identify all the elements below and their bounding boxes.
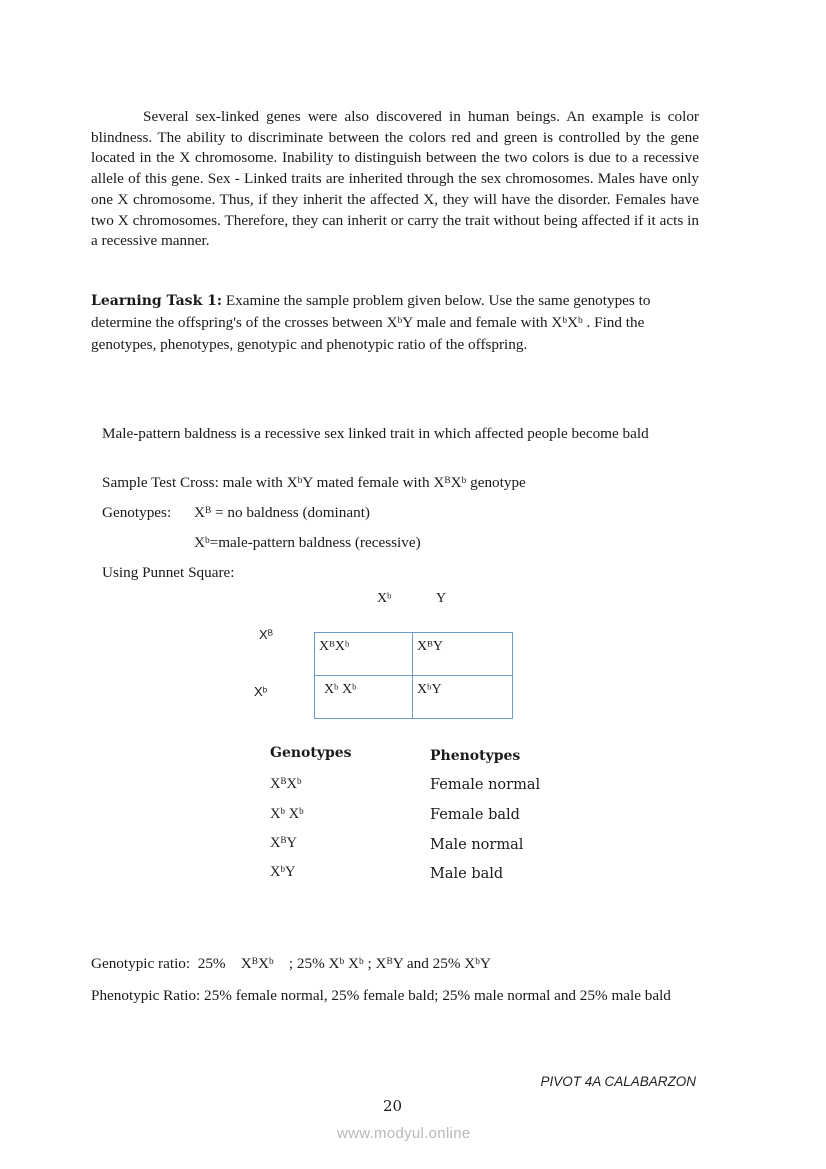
allele: X bbox=[194, 504, 205, 521]
punnett-square bbox=[314, 632, 513, 719]
allele: X bbox=[319, 639, 330, 654]
ratio-text: 25% X bbox=[190, 955, 252, 972]
superscript: B bbox=[280, 835, 287, 846]
cross-text: Sample Test Cross: male with X bbox=[102, 474, 298, 491]
ratio-text: Y bbox=[479, 955, 491, 972]
superscript: b bbox=[358, 957, 364, 968]
genotype-entry bbox=[270, 864, 295, 881]
ratio-text: X bbox=[258, 955, 269, 972]
superscript: b bbox=[562, 316, 568, 327]
superscript: B bbox=[444, 476, 451, 487]
allele: X bbox=[254, 684, 263, 699]
superscript: b bbox=[475, 957, 480, 968]
punnett-row-header bbox=[254, 684, 267, 699]
allele: Y bbox=[436, 591, 447, 606]
superscript: b bbox=[427, 681, 432, 692]
allele: X bbox=[286, 776, 297, 792]
task-text: Y male and female with X bbox=[402, 314, 563, 332]
intro-text: Several sex-linked genes were also discovered in human beings. An example is color blindness. The ability to discriminate between the colors red and green is controlled by the gene located in the X chromosome. Inability to distinguish between the two colors is due to a recessive allele of this gene. Sex - Linked traits are inherited through the sex chromosomes. Males have only one X chromosome. Thus, if they inherit the affected X, they will have the disorder. Females have two X chromosomes. Therefore, they can inherit or carry the trait without being affected if it acts in a recessive manner. bbox=[91, 108, 699, 250]
superscript: b bbox=[268, 957, 274, 968]
allele: Y bbox=[286, 835, 297, 851]
genotypes-label: Genotypes: bbox=[102, 504, 172, 521]
allele: Y bbox=[284, 864, 296, 880]
allele: X bbox=[259, 627, 268, 642]
definition-text: = no baldness (dominant) bbox=[211, 504, 370, 521]
definition-text: =male-pattern baldness (recessive) bbox=[209, 534, 421, 551]
superscript: b bbox=[334, 681, 339, 692]
allele: X bbox=[417, 639, 428, 654]
task-text: X bbox=[567, 314, 579, 332]
superscript: b bbox=[296, 776, 302, 787]
sample-description: Male-pattern baldness is a recessive sex linked trait in which affected people become bald bbox=[102, 425, 649, 442]
cross-text: X bbox=[450, 474, 462, 491]
superscript: b bbox=[352, 681, 357, 692]
allele: X bbox=[270, 864, 281, 880]
superscript: b bbox=[345, 638, 350, 649]
ratio-text: ; 25% X bbox=[273, 955, 340, 972]
page-number: 20 bbox=[383, 1097, 403, 1115]
allele: X bbox=[324, 682, 335, 697]
phenotypic-ratio: Phenotypic Ratio: 25% female normal, 25% female bald; 25% male normal and 25% male bald bbox=[91, 987, 671, 1004]
ratio-text: X bbox=[344, 955, 359, 972]
allele: X bbox=[270, 776, 281, 792]
allele: X bbox=[284, 806, 300, 822]
genotypes-header: Genotypes bbox=[270, 745, 352, 761]
superscript: b bbox=[280, 806, 285, 817]
superscript: b bbox=[461, 476, 467, 487]
allele: X bbox=[338, 682, 353, 697]
superscript: b bbox=[262, 685, 268, 695]
allele: X bbox=[270, 835, 281, 851]
superscript: B bbox=[251, 957, 258, 968]
punnett-cell bbox=[413, 633, 513, 676]
superscript: b bbox=[397, 316, 403, 327]
punnett-row bbox=[315, 633, 513, 676]
punnett-cell bbox=[413, 676, 513, 719]
phenotype-entry: Female normal bbox=[430, 777, 541, 793]
genotypic-ratio-label: Genotypic ratio: bbox=[91, 955, 191, 972]
phenotype-entry: Male normal bbox=[430, 837, 524, 853]
allele: X bbox=[334, 639, 346, 654]
allele: Y bbox=[432, 639, 444, 654]
phenotype-entry: Male bald bbox=[430, 866, 504, 882]
superscript: B bbox=[280, 776, 287, 787]
punnett-label: Using Punnet Square: bbox=[102, 564, 235, 581]
superscript: B bbox=[267, 628, 274, 638]
task-text: Examine the sample problem given below. Use the same genotypes to determine the offspring's of the crosses between X bbox=[91, 292, 651, 332]
intro-paragraph bbox=[91, 107, 699, 252]
superscript: b bbox=[297, 476, 303, 487]
superscript: b bbox=[204, 536, 210, 547]
allele: X bbox=[270, 806, 281, 822]
punnett-row bbox=[315, 676, 513, 719]
superscript: b bbox=[299, 806, 304, 817]
cross-text: Y mated female with X bbox=[302, 474, 445, 491]
allele: X bbox=[194, 534, 205, 551]
punnett-cell bbox=[315, 676, 413, 719]
ratio-text: Y and 25% X bbox=[392, 955, 476, 972]
genotype-entry bbox=[270, 776, 301, 793]
allele: X bbox=[377, 591, 388, 606]
punnett-col-header bbox=[377, 591, 391, 607]
superscript: B bbox=[204, 506, 212, 517]
allele: Y bbox=[431, 682, 442, 697]
superscript: B bbox=[427, 638, 433, 649]
task-text: . Find the genotypes, phenotypes, genotypic and phenotypic ratio of the offspring. bbox=[91, 314, 645, 353]
superscript: b bbox=[578, 316, 583, 327]
learning-task-label: Learning Task 1: bbox=[91, 293, 223, 309]
superscript: b bbox=[387, 590, 392, 601]
superscript: b bbox=[339, 957, 345, 968]
dominant-allele-definition bbox=[194, 504, 370, 522]
phenotypes-header: Phenotypes bbox=[430, 748, 521, 764]
genotype-entry bbox=[270, 835, 297, 852]
recessive-allele-definition bbox=[194, 534, 421, 552]
learning-task bbox=[91, 290, 699, 355]
sample-test-cross bbox=[102, 474, 526, 492]
punnett-cell bbox=[315, 633, 413, 676]
punnett-col-header bbox=[436, 591, 446, 607]
cross-text: genotype bbox=[466, 474, 526, 491]
phenotype-entry: Female bald bbox=[430, 807, 520, 823]
allele: X bbox=[417, 682, 428, 697]
punnett-row-header bbox=[259, 627, 273, 642]
genotype-entry bbox=[270, 806, 304, 823]
footer-brand: PIVOT 4A CALABARZON bbox=[540, 1074, 696, 1089]
superscript: B bbox=[386, 957, 393, 968]
superscript: b bbox=[280, 864, 285, 875]
genotypic-ratio bbox=[91, 955, 491, 973]
watermark-link[interactable]: www.modyul.online bbox=[337, 1125, 471, 1142]
superscript: B bbox=[329, 638, 335, 649]
ratio-text: ; X bbox=[363, 955, 387, 972]
